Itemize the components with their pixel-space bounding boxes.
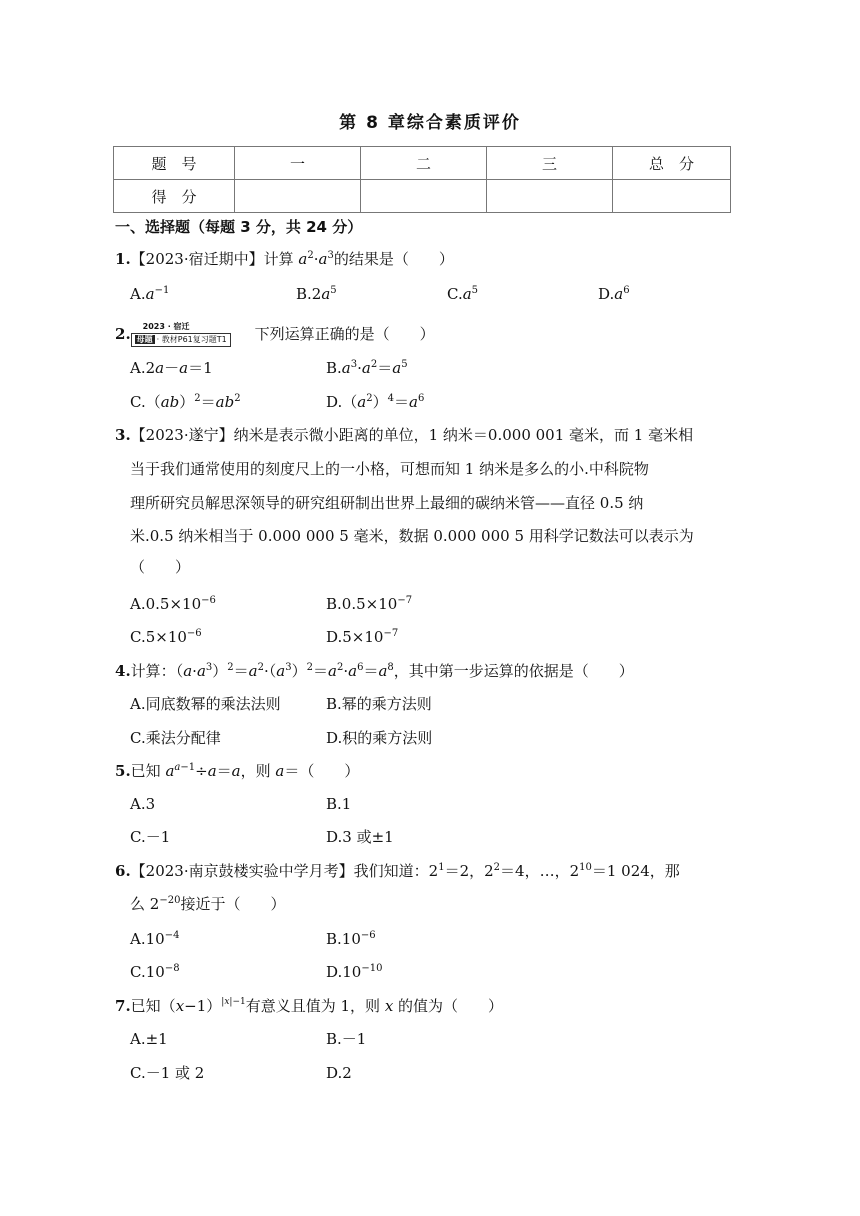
header-cell: 一 [235,147,361,180]
header-cell: 总 分 [613,147,731,180]
option-d[interactable]: D.2 [326,1064,352,1082]
option-a[interactable]: $A.0.5\times 10^{-6}$ [130,595,216,613]
option-b[interactable]: B.－1 [326,1030,367,1048]
option-b[interactable]: $B.10^{-6}$ [326,930,376,948]
source-badge: 2023 · 宿迁 母题 · 教材P61复习题T1 [131,324,253,346]
option-c[interactable]: C.乘法分配律 [130,729,221,747]
question-number: 2 [115,325,126,343]
option-a[interactable]: $A.a^{-1}$ [130,285,170,303]
section-heading: 一、选择题（每题 3 分，共 24 分） [115,218,363,236]
score-table-score-row [114,180,731,213]
option-b[interactable]: $B.a^3\cdot a^2=a^5$ [326,359,408,377]
option-d[interactable]: $D.5\times 10^{-7}$ [326,628,399,646]
question-2: 2. 2023 · 宿迁 母题 · 教材P61复习题T1 下列运算正确的是（ ） [115,323,435,346]
page-title: 第 8 章综合素质评价 [339,113,521,133]
question-6-line: 么 $2^{-20}$接近于（ ） [130,895,286,913]
question-6: 6.【2023·南京鼓楼实验中学月考】我们知道：$2^1=2$，$2^2=4$，…，$2^{10}=1$ 024，那 [115,862,680,880]
option-a[interactable]: A.3 [130,795,156,813]
option-c[interactable]: $C.5\times 10^{-6}$ [130,628,202,646]
question-3-line: 当于我们通常使用的刻度尺上的一小格，可想而知 1 纳米是多么的小.中科院物 [130,460,649,478]
option-c[interactable]: $C.10^{-8}$ [130,963,180,981]
option-d[interactable]: $D.(a^2)^4=a^6$ [326,393,425,411]
option-d[interactable]: $D.a^6$ [598,285,630,303]
option-d[interactable]: $D.10^{-10}$ [326,963,383,981]
score-table-header-row [114,147,731,180]
question-7: 7.已知$(x-1)^{|x|-1}$有意义且值为 1，则 x 的值为（ ） [115,997,504,1015]
question-4: 4.计算：$(a\cdot a^3)^2=a^2\cdot(a^3)^2=a^2\cdot a^6=a^8$，其中第一步运算的依据是（ ） [115,662,634,680]
option-a[interactable]: A.±1 [130,1030,168,1048]
score-cell[interactable] [235,180,361,213]
score-table [113,146,731,213]
question-number: 6 [115,862,126,880]
option-c[interactable]: $C.a^5$ [447,285,479,303]
question-number: 4 [115,662,126,680]
option-d[interactable]: D.积的乘方法则 [326,729,433,747]
header-cell: 三 [487,147,613,180]
option-a[interactable]: A.同底数幂的乘法法则 [130,695,281,713]
score-cell[interactable] [487,180,613,213]
question-3-line: 米.0.5 纳米相当于 0.000 000 5 毫米，数据 0.000 000 5 用科学记数法可以表示为 [130,527,694,545]
option-c[interactable]: C.－1 或 2 [130,1064,205,1082]
question-number: 5 [115,762,126,780]
option-b[interactable]: B.1 [326,795,352,813]
score-cell[interactable] [613,180,731,213]
question-number: 1 [115,250,126,268]
score-cell[interactable] [361,180,487,213]
header-cell: 题 号 [114,147,235,180]
option-a[interactable]: A.2a－a＝1 [130,359,213,377]
question-5: 5.已知 $a^{a-1}\div a=a$，则 a＝（ ） [115,762,360,780]
question-3-line: 理所研究员解思深领导的研究组研制出世界上最细的碳纳米管——直径 0.5 纳 [130,494,644,512]
option-b[interactable]: $B.0.5\times 10^{-7}$ [326,595,413,613]
source-tag: 【2023·宿迁期中】 [130,250,264,268]
option-c[interactable]: $C.(ab)^2=ab^2$ [130,393,241,411]
option-a[interactable]: $A.10^{-4}$ [130,930,180,948]
option-d[interactable]: D.3 或±1 [326,828,394,846]
question-3: 3.【2023·遂宁】纳米是表示微小距离的单位，1 纳米＝0.000 001 毫米，而 1 毫米相 [115,426,694,444]
option-c[interactable]: C.－1 [130,828,171,846]
question-1: 1.【2023·宿迁期中】计算 $a^2\cdot a^3$的结果是（ ） [115,250,454,268]
question-3-line: （ ） [130,558,191,576]
option-b[interactable]: $B.2a^5$ [296,285,337,303]
header-cell: 二 [361,147,487,180]
option-b[interactable]: B.幂的乘方法则 [326,695,432,713]
question-number: 3 [115,426,126,444]
row-label: 得 分 [114,180,235,213]
question-number: 7 [115,997,126,1015]
